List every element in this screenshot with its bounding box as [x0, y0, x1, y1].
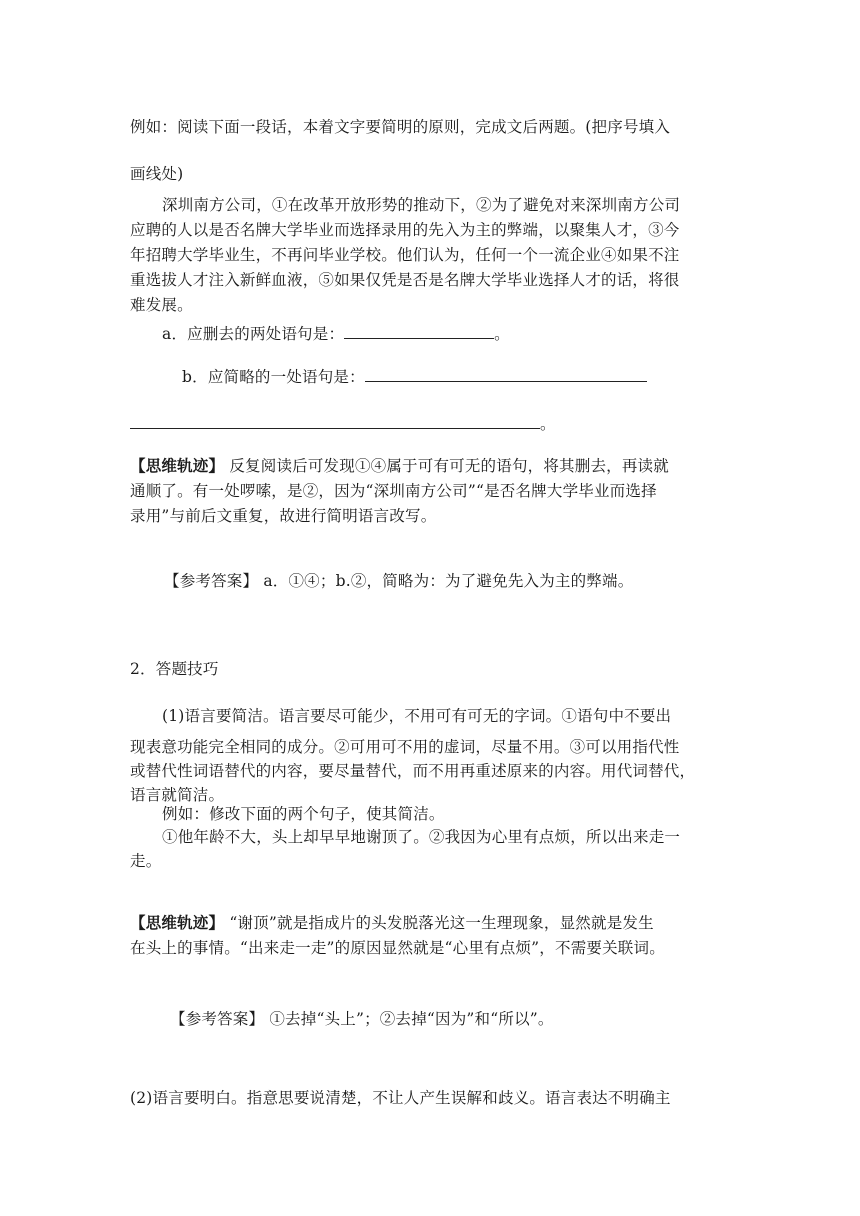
point1-line3: 或替代性词语替代的内容，要尽量替代，而不用再重述原来的内容。用代词替代， [130, 762, 696, 780]
analysis2-line2: 在头上的事情。“出来走一走”的原因显然就是“心里有点烦”，不需要关联词。 [130, 939, 665, 957]
analysis1-line3: 录用”与前后文重复，故进行简明语言改写。 [130, 507, 437, 525]
analysis1-tag: 【思维轨迹】 [130, 456, 225, 475]
analysis1-text1: 反复阅读后可发现①④属于可有可无的语句，将其删去，再读就 [229, 457, 669, 475]
answer2-text: ①去掉“头上”；②去掉“因为”和“所以”。 [269, 1010, 554, 1028]
point1-line4: 语言就简洁。 [130, 786, 225, 804]
answer1-text: a．①④；b.②，简略为：为了避免先入为主的弊端。 [263, 572, 634, 590]
answer1 [164, 570, 633, 592]
passage-line3: 年招聘大学毕业生，不再问毕业学校。他们认为，任何一个一流企业④如果不注 [130, 246, 680, 264]
analysis1-line2: 通顺了。有一处啰嗦，是②，因为“深圳南方公司”“是否名牌大学毕业而选择 [130, 482, 657, 500]
answer2 [170, 1008, 554, 1030]
answer2-tag: 【参考答案】 [170, 1010, 265, 1028]
analysis2-line1 [130, 912, 654, 934]
passage-line2: 应聘的人以是否名牌大学毕业而选择录用的先入为主的弊端，以聚集人才，③今 [130, 221, 680, 239]
passage-line1: 深圳南方公司，①在改革开放形势的推动下，②为了避免对来深圳南方公司 [162, 196, 681, 214]
analysis2-text1: “谢顶”就是指成片的头发脱落光这一生理现象，显然就是发生 [229, 914, 654, 932]
example2-line2: ①他年龄不大，头上却早早地谢顶了。②我因为心里有点烦，所以出来走一 [162, 828, 681, 846]
question-b-blank[interactable] [365, 367, 647, 382]
question-a-text: a．应删去的两处语句是： [162, 325, 345, 343]
question-b-blank-continued[interactable] [130, 414, 540, 429]
passage-line4: 重选拔人才注入新鲜血液，⑤如果仅凭是否是名牌大学毕业选择人才的话，将很 [130, 271, 680, 289]
question-a [162, 323, 510, 345]
example-intro-line2: 画线处) [130, 165, 184, 183]
answer1-tag: 【参考答案】 [164, 572, 259, 590]
analysis2-tag: 【思维轨迹】 [130, 913, 225, 932]
passage-line5: 难发展。 [130, 296, 193, 314]
question-a-end: 。 [494, 325, 510, 343]
example-intro-line1: 例如：阅读下面一段话，本着文字要简明的原则，完成文后两题。(把序号填入 [130, 118, 671, 136]
question-b-text: b．应简略的一处语句是： [182, 368, 365, 386]
point1-line1: (1)语言要简洁。语言要尽可能少，不用可有可无的字词。①语句中不要出 [162, 707, 672, 725]
question-a-blank[interactable] [344, 324, 494, 339]
example2-line3: 走。 [130, 852, 162, 870]
example2-line1: 例如：修改下面的两个句子，使其简洁。 [162, 805, 445, 823]
question-b [182, 366, 647, 388]
analysis1-line1 [130, 455, 669, 477]
question-b-end: 。 [540, 415, 556, 433]
section2-heading: 2．答题技巧 [130, 660, 219, 678]
point2-line1: (2)语言要明白。指意思要说清楚，不让人产生误解和歧义。语言表达不明确主 [130, 1089, 671, 1107]
question-b-line2 [130, 413, 556, 435]
point1-line2: 现表意功能完全相同的成分。②可用可不用的虚词，尽量不用。③可以用指代性 [130, 738, 680, 756]
